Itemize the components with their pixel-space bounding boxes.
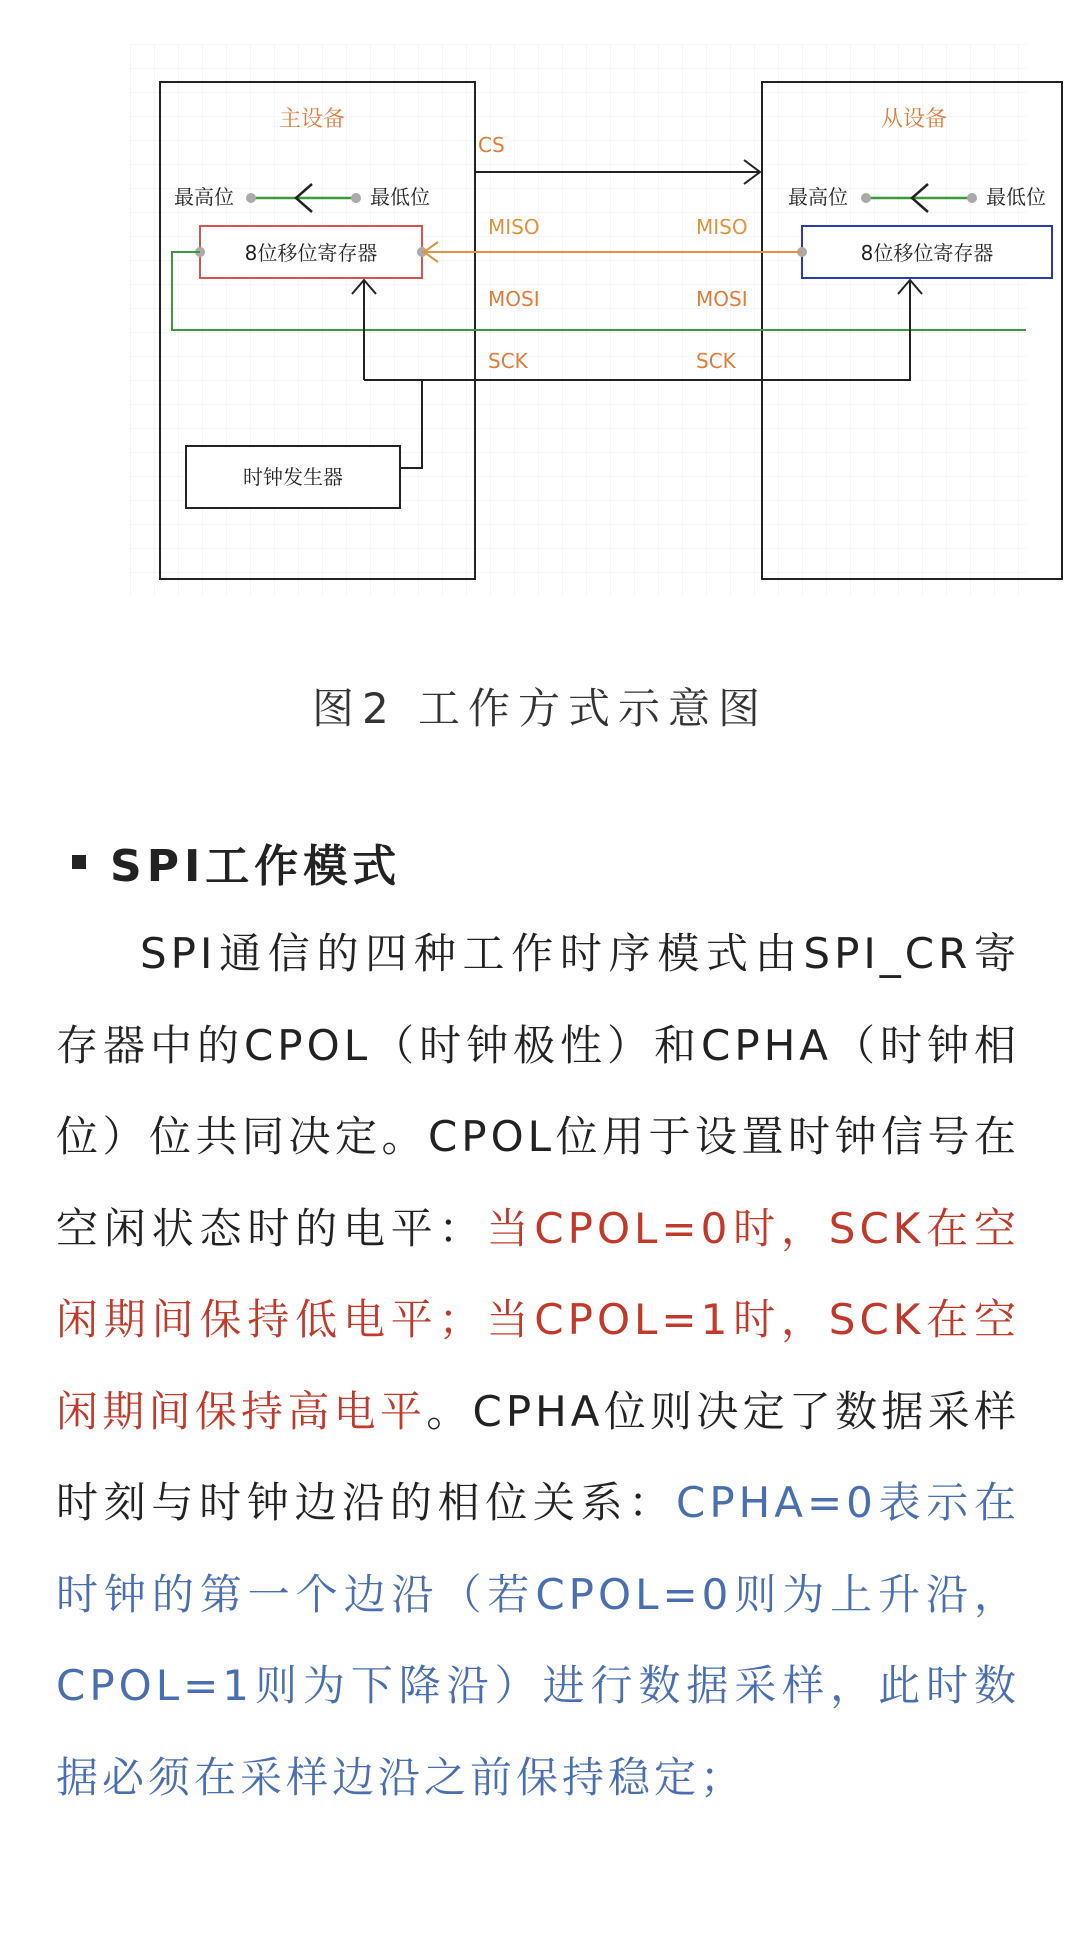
miso-slave-label: MISO (696, 215, 748, 239)
clock-generator-label: 时钟发生器 (243, 465, 343, 489)
body-paragraph (56, 908, 1020, 1823)
slave-title: 从设备 (880, 107, 948, 132)
section-heading (72, 830, 401, 894)
master-lsb-dot (351, 193, 361, 203)
spi-diagram (130, 44, 1046, 596)
mosi-slave-label: MOSI (696, 287, 748, 311)
slave-lsb-label: 最低位 (986, 185, 1046, 209)
master-register-label: 8位移位寄存器 (244, 241, 378, 265)
bullet-square-icon (72, 855, 86, 869)
sck-slave-label: SCK (696, 349, 736, 373)
spi-diagram-svg (130, 44, 1046, 596)
slave-msb-dot (861, 193, 871, 203)
paragraph-text-1: SPI通信的四种工作时序模式由SPI_CR寄存器中的CPOL（时钟极性）和CPHA（时钟相位）位共同决定。CPOL位用于设置时钟信号在空闲状态时的电平： (56, 929, 1020, 1253)
master-msb-dot (246, 193, 256, 203)
paragraph-text-2: 。CPHA位则决定了数据采样时刻与时钟边沿的相位关系： (56, 1386, 1020, 1527)
sck-master-label: SCK (488, 349, 528, 373)
master-msb-label: 最高位 (174, 185, 234, 209)
figure-caption: 图2 工作方式示意图 (311, 684, 769, 733)
slave-msb-label: 最高位 (788, 185, 848, 209)
miso-master-label: MISO (488, 215, 540, 239)
paragraph-highlight-cpha: CPHA=0表示在时钟的第一个边沿（若CPOL=0则为上升沿，CPOL=1则为下降沿）进行数据采样，此时数据必须在采样边沿之前保持稳定； (56, 1478, 1020, 1802)
section-title-text: SPI工作模式 (110, 841, 402, 892)
mosi-master-label: MOSI (488, 287, 540, 311)
master-title: 主设备 (278, 107, 346, 132)
master-lsb-label: 最低位 (370, 185, 430, 209)
slave-lsb-dot (967, 193, 977, 203)
cs-label: CS (478, 133, 505, 157)
slave-register-label: 8位移位寄存器 (860, 241, 994, 265)
paragraph-highlight-cpol: 当CPOL=0时，SCK在空闲期间保持低电平；当CPOL=1时，SCK在空闲期间保持高电平 (56, 1203, 1020, 1436)
